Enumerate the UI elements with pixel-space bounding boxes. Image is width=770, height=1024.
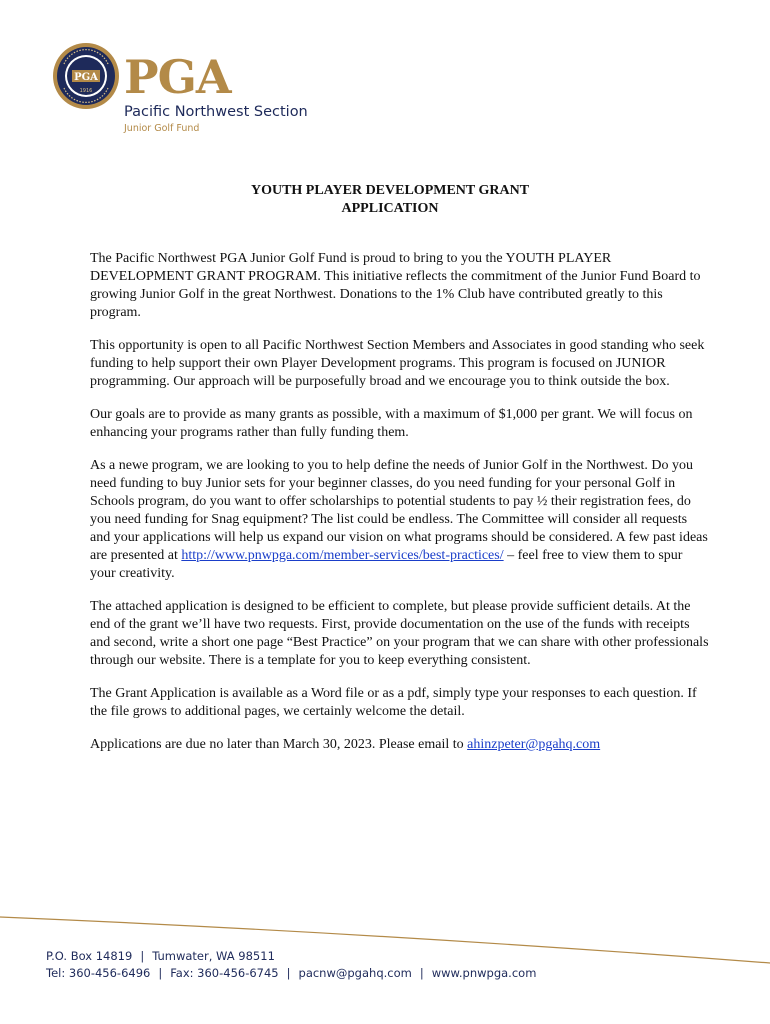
paragraph-format: The Grant Application is available as a Word file or as a pdf, simply type your responses to each question. If the file grows to additional pages, we certainly welcome the detail.	[90, 686, 697, 719]
document-body	[90, 250, 710, 769]
paragraph-needs-text: As a newe program, we are looking to you to help define the needs of Junior Golf in the Northwest. Do you need funding to buy Junior sets for your beginner classes, do you need funding for your personal Golf in Schools program, do you want to offer scholarships to potential students to pay ½ their registration fees, do you need funding for Snag equipment? The list could be endless. The Committee will consider all requests and your applications will help us expand our vision on what programs should be considered. A few past ideas are presented at	[90, 458, 708, 563]
best-practices-link[interactable]: http://www.pnwpga.com/member-services/best-practices/	[181, 548, 504, 563]
document-title-line1: YOUTH PLAYER DEVELOPMENT GRANT	[250, 183, 530, 198]
footer-website[interactable]: www.pnwpga.com	[431, 966, 537, 980]
paragraph-goals: Our goals are to provide as many grants as possible, with a maximum of $1,000 per grant. We will focus on enhancing your programs rather than fully funding them.	[90, 407, 693, 440]
paragraph-deadline	[90, 736, 710, 754]
brand-wordmark: PGA	[124, 50, 231, 104]
footer-fax: Fax: 360-456-6745	[170, 966, 279, 980]
paragraph-needs	[90, 457, 710, 583]
footer-separator: |	[140, 949, 145, 963]
paragraph-requirements: The attached application is designed to be efficient to complete, but please provide sufficient details. At the end of the grant we’ll have two requests. First, provide documentation on the use of the funds with receipts and second, write a short one page “Best Practice” on your program that we can share with other professionals through our website. There is a template for you to keep everything consistent.	[90, 599, 709, 668]
footer-address	[46, 951, 275, 963]
email-link[interactable]: ahinzpeter@pgahq.com	[467, 737, 601, 752]
paragraph-needs-tail: – feel free to view them to spur your creativity.	[90, 548, 683, 581]
footer-separator: |	[158, 966, 163, 980]
document-title-line2: APPLICATION	[341, 201, 439, 216]
seal-year: 1916	[79, 88, 93, 94]
pga-pnw-logo	[52, 42, 342, 142]
footer-city: Tumwater, WA 98511	[152, 949, 275, 963]
pga-seal-icon	[52, 42, 120, 110]
footer-po-box: P.O. Box 14819	[46, 949, 133, 963]
section-name: Pacific Northwest Section	[124, 104, 308, 120]
footer-email[interactable]: pacnw@pgahq.com	[298, 966, 412, 980]
seal-text: PGA	[74, 72, 98, 83]
footer-separator: |	[419, 966, 424, 980]
paragraph-intro: The Pacific Northwest PGA Junior Golf Fund is proud to bring to you the YOUTH PLAYER DEVELOPMENT GRANT PROGRAM. This initiative reflects the commitment of the Junior Fund Board to growing Junior Golf in the great Northwest. Donations to the 1% Club have contributed greatly to this program.	[90, 251, 701, 320]
paragraph-eligibility: This opportunity is open to all Pacific Northwest Section Members and Associates in good standing who seek funding to help support their own Player Development programs. This program is focused on JUNIOR programming. Our approach will be purposefully broad and we encourage you to think outside the box.	[90, 338, 705, 389]
deadline-text: Applications are due no later than March 30, 2023. Please email to	[90, 737, 468, 752]
fund-name: Junior Golf Fund	[124, 123, 200, 134]
footer-contact	[46, 968, 536, 980]
footer-separator: |	[286, 966, 291, 980]
footer-tel: Tel: 360-456-6496	[46, 966, 151, 980]
